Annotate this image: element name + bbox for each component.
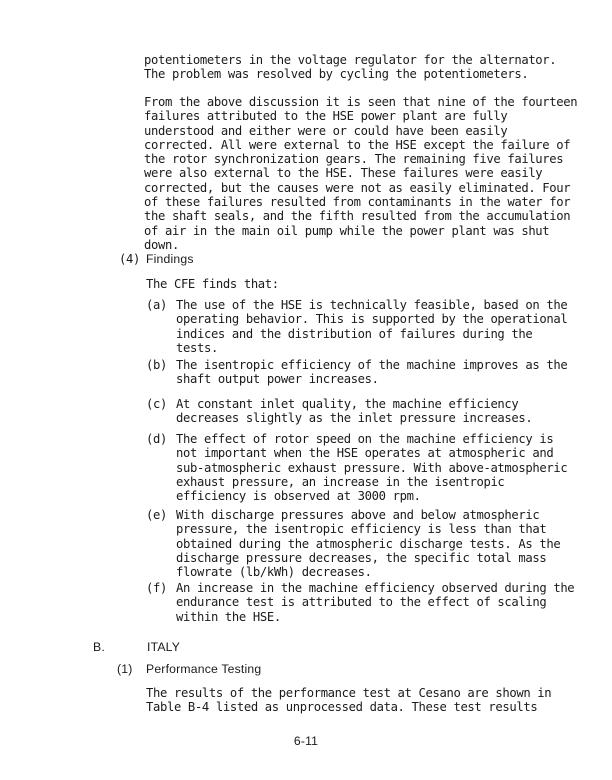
page-number: 6-11 xyxy=(293,734,319,748)
discussion-paragraph: From the above discussion it is seen that nine of the fourteen failures attributed to the HSE power plant are fully understood and either were or could have been easily corrected. All were external to the HSE except the failure of the rotor synchronization gears. The remaining five failures were also external to the HSE. These failures were easily corrected, but the causes were not as easily eliminated. Four of these failures resulted from contaminants in the water for the shaft seals, and the fifth resulted from the accumulation of air in the main oil pump while the power plant was shut down. xyxy=(144,95,578,252)
finding-c-text: At constant inlet quality, the machine efficiency decreases slightly as the inlet pressure increases. xyxy=(176,397,533,426)
finding-f-text: An increase in the machine efficiency observed during the endurance test is attributed to the effect of scaling within the HSE. xyxy=(176,581,575,624)
intro-paragraph: potentiometers in the voltage regulator for the alternator. The problem was resolved by cycling the potentiometers. xyxy=(144,53,557,82)
finding-b-label: (b) xyxy=(146,358,167,372)
subsection-heading: Performance Testing xyxy=(146,662,262,676)
finding-e-text: With discharge pressures above and below atmospheric pressure, the isentropic efficiency is less than that obtained during the atmospheric discharge tests. As the discharge pressure decreases, the specific total mass flowrate (lb/kWh) decreases. xyxy=(176,508,561,580)
findings-heading: Findings xyxy=(146,252,194,266)
findings-intro: The CFE finds that: xyxy=(146,277,279,291)
finding-c-label: (c) xyxy=(146,397,167,411)
section-b-paragraph: The results of the performance test at Cesano are shown in Table B-4 listed as unprocessed data. These test results xyxy=(146,686,552,715)
findings-number: (4) xyxy=(119,252,140,266)
finding-a-label: (a) xyxy=(146,298,167,312)
subsection-number: (1) xyxy=(117,662,133,676)
finding-d-label: (d) xyxy=(146,432,167,446)
finding-a-text: The use of the HSE is technically feasible, based on the operating behavior. This is supported by the operational indices and the distribution of failures during the tests. xyxy=(176,298,568,355)
finding-b-text: The isentropic efficiency of the machine improves as the shaft output power increases. xyxy=(176,358,568,387)
finding-d-text: The effect of rotor speed on the machine efficiency is not important when the HSE operates at atmospheric and sub-atmospheric exhaust pressure. With above-atmospheric exhaust pressure, an increase in the isentropic efficiency is observed at 3000 rpm. xyxy=(176,432,568,504)
finding-f-label: (f) xyxy=(146,581,167,595)
section-b-label: B. xyxy=(93,640,105,654)
finding-e-label: (e) xyxy=(146,508,167,522)
section-b-heading: ITALY xyxy=(147,640,181,654)
